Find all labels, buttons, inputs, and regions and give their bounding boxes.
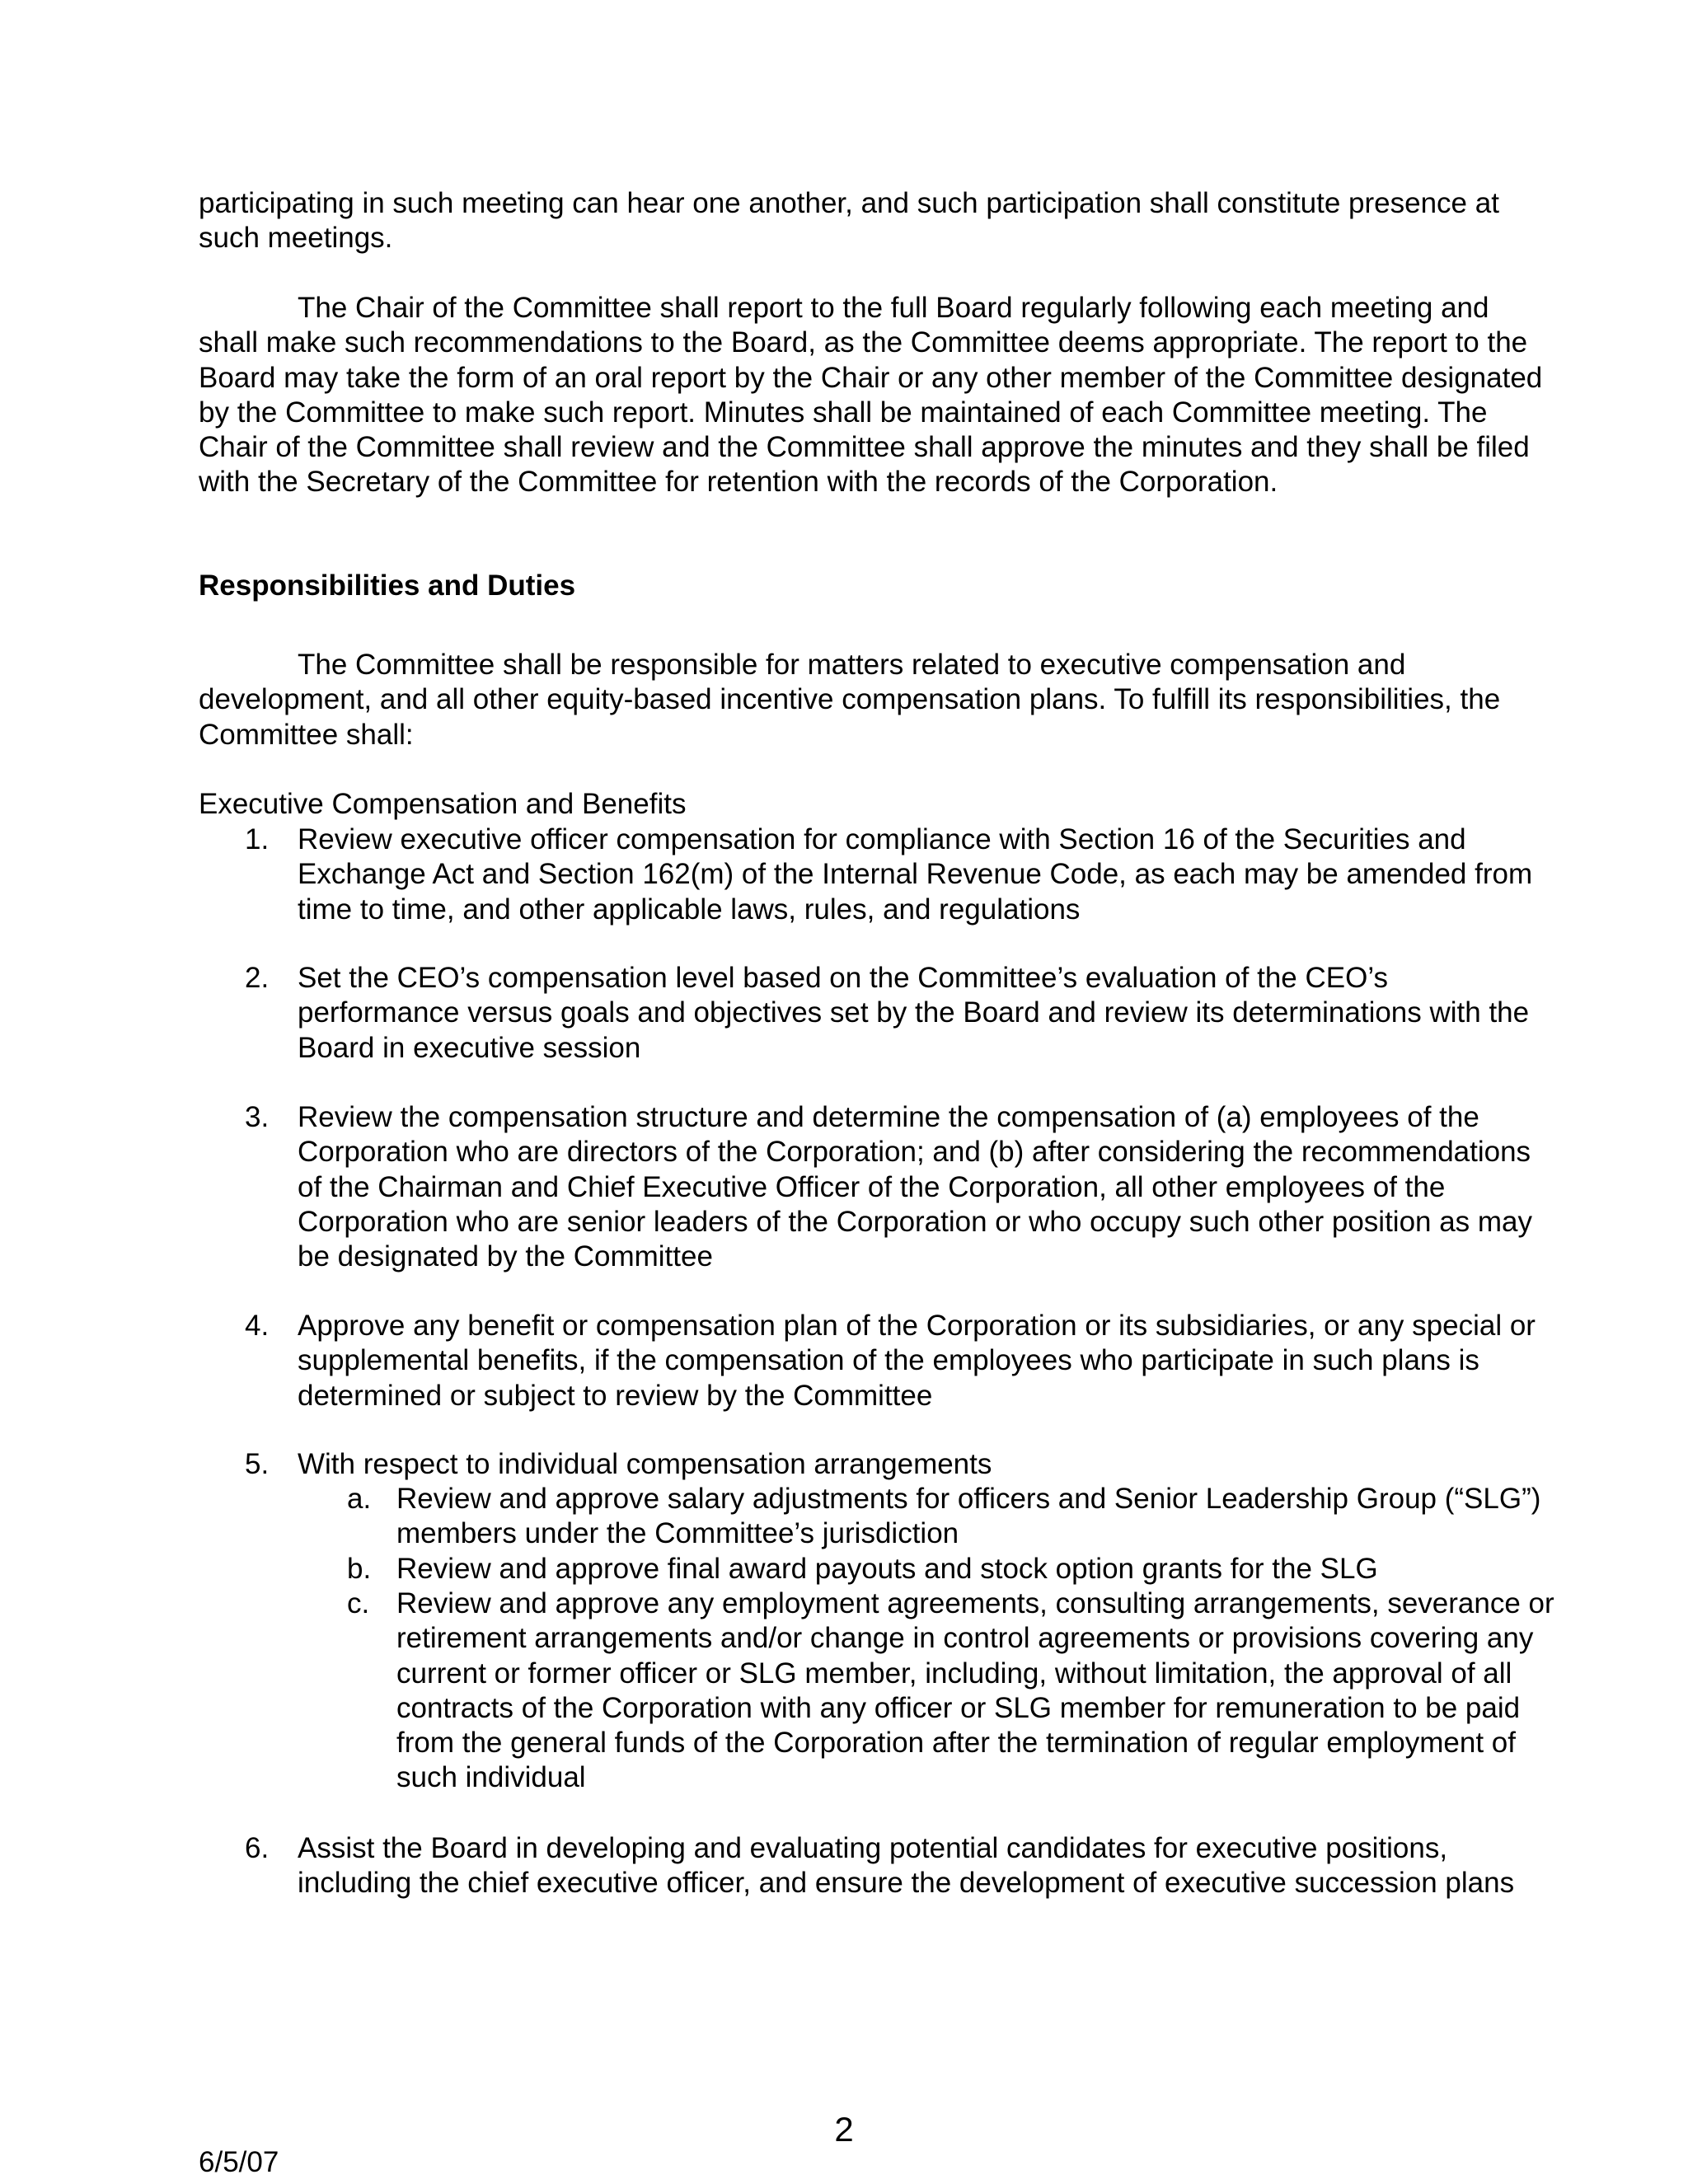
chair-report-paragraph: The Chair of the Committee shall report to the full Board regularly following each meeting and shall make such recommendations to the Board, as the Committee deems appropriate. The report to the Board may take the form of an oral report by the Chair or any other member of the Committee designated by the Committee to make such report. Minutes shall be maintained of each Committee meeting. The Chair of the Committee shall review and the Committee shall approve the minutes and they shall be filed with the Secretary of the Committee for retention with the records of the Corporation.: [199, 292, 1543, 499]
list-item-number: 2.: [245, 962, 270, 994]
sub-list-item-letter: b.: [347, 1553, 372, 1585]
list-item-text: Assist the Board in developing and evaluating potential candidates for executive positions, including the chief executive officer, and ensure the development of executive succession plans: [298, 1832, 1515, 1900]
subsection-heading: Executive Compensation and Benefits: [199, 788, 687, 820]
page-number: 2: [834, 2110, 854, 2149]
sub-list-item-letter: a.: [347, 1483, 372, 1515]
sub-list-item-text: Review and approve any employment agreements, consulting arrangements, severance or retirement arrangements and/or change in control agreements or provisions covering any current or former officer or SLG member, including, without limitation, the approval of all contracts of the Corporation with any officer or SLG member for remuneration to be paid from the general funds of the Corporation after the termination of regular employment of such individual: [396, 1587, 1554, 1794]
sub-list-item-text: Review and approve final award payouts and stock option grants for the SLG: [396, 1553, 1378, 1585]
list-item-body: [298, 1447, 1554, 1794]
list-item-text: Set the CEO’s compensation level based on the Committee’s evaluation of the CEO’s performance versus goals and objectives set by the Board and review its determinations with the Board in executive session: [298, 962, 1530, 1064]
continuation-paragraph: participating in such meeting can hear one another, and such participation shall constitute presence at such meetings.: [199, 187, 1499, 255]
list-item-number: 3.: [245, 1101, 270, 1133]
list-item-text: Review the compensation structure and determine the compensation of (a) employees of the Corporation who are directors of the Corporation; and (b) after considering the recommendations of the Chairman and Chief Executive Officer of the Corporation, all other employees of the Corporation who are senior leaders of the Corporation or who occupy such other position as may be designated by the Committee: [298, 1101, 1533, 1273]
section-heading: Responsibilities and Duties: [199, 569, 576, 602]
responsibilities-intro-paragraph: The Committee shall be responsible for matters related to executive compensation and development, and all other equity-based incentive compensation plans. To fulfill its responsibilities, the Committee shall:: [199, 649, 1501, 751]
list-item-text: Review executive officer compensation for compliance with Section 16 of the Securities and Exchange Act and Section 162(m) of the Internal Revenue Code, as each may be amended from time to time, and other applicable laws, rules, and regulations: [298, 823, 1533, 926]
list-item-text: With respect to individual compensation arrangements: [298, 1448, 992, 1480]
list-item-number: 4.: [245, 1310, 270, 1342]
sub-list-item-text: Review and approve salary adjustments for officers and Senior Leadership Group (“SLG”) members under the Committee’s jurisdiction: [396, 1483, 1541, 1550]
sub-list-item-letter: c.: [347, 1587, 370, 1619]
list-item-number: 6.: [245, 1832, 270, 1864]
list-item-text: Approve any benefit or compensation plan of the Corporation or its subsidiaries, or any special or supplemental benefits, if the compensation of the employees who participate in such plans is determined or subject to review by the Committee: [298, 1310, 1536, 1412]
footer-date: 6/5/07: [199, 2146, 279, 2178]
list-item-number: 5.: [245, 1448, 270, 1480]
list-item-number: 1.: [245, 823, 270, 855]
